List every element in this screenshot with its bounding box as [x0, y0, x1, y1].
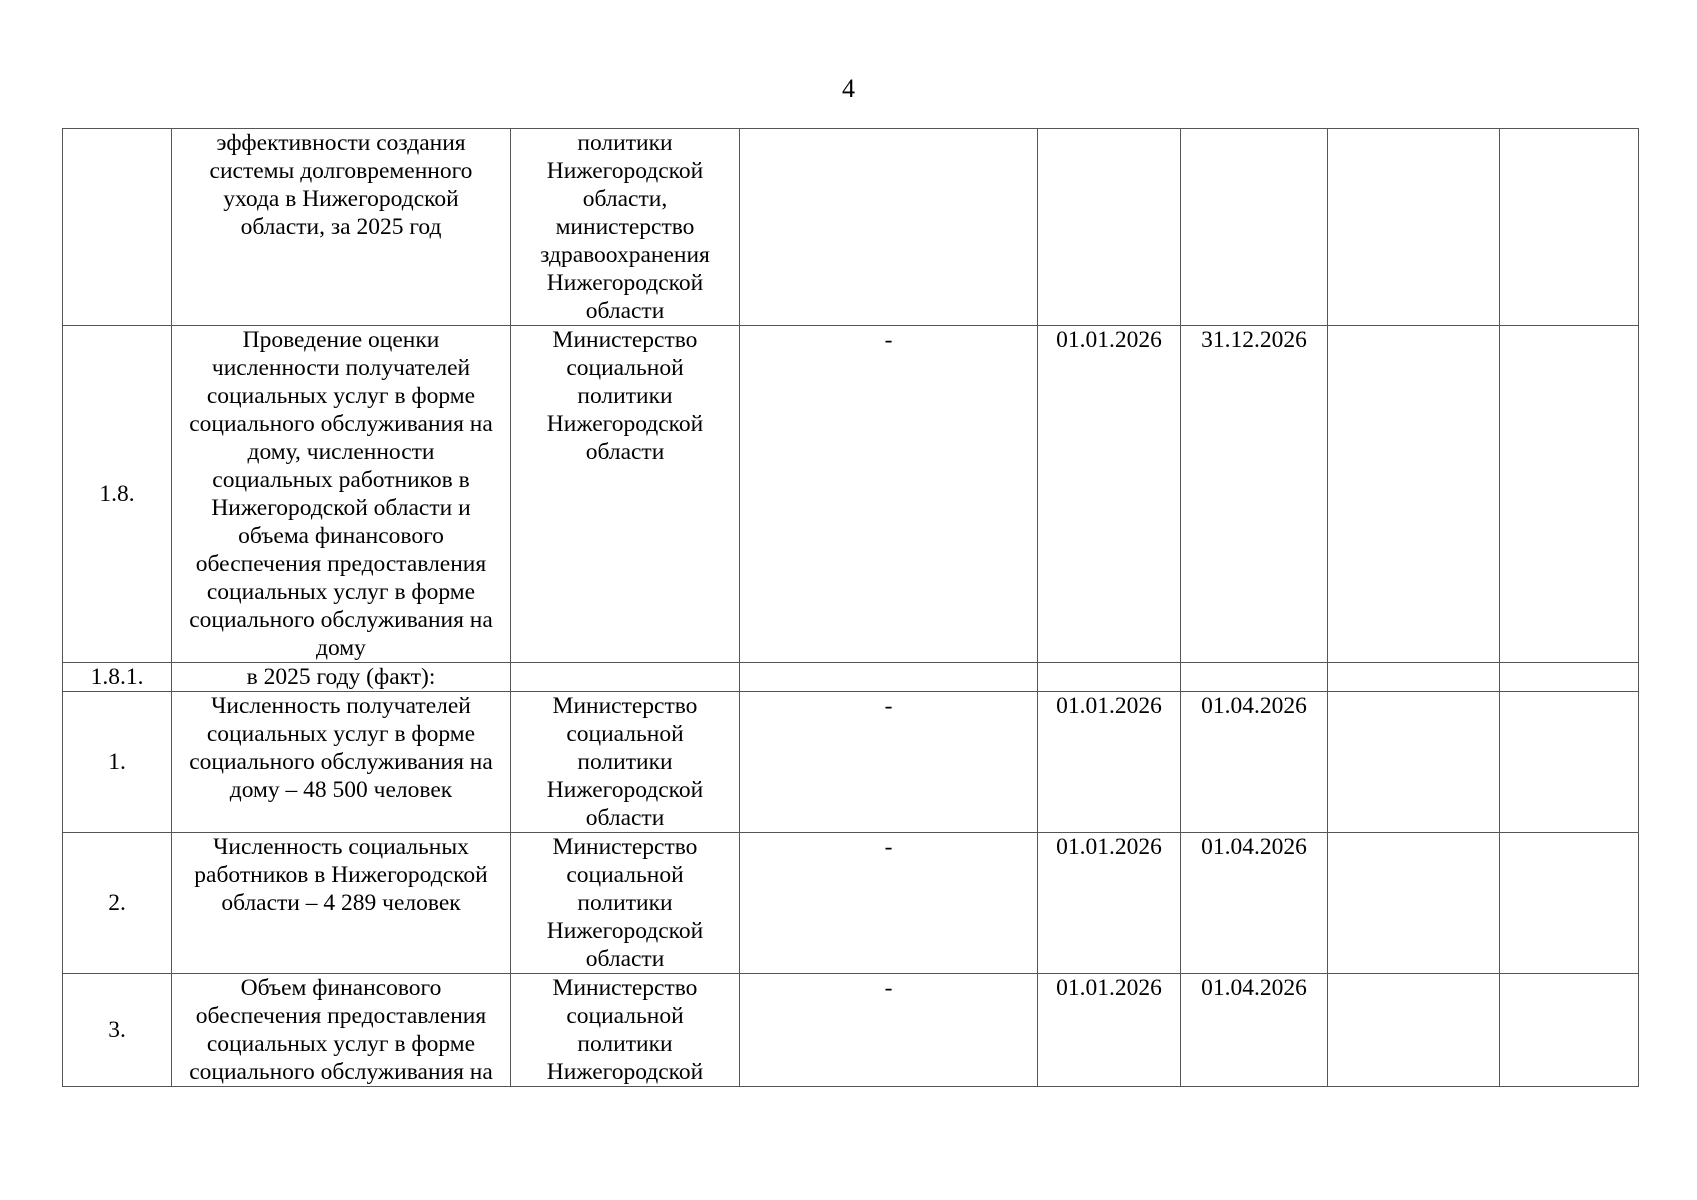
dash-cell: - [740, 974, 1038, 1087]
end-date-cell: 01.04.2026 [1181, 833, 1328, 974]
table-row [63, 974, 1639, 1087]
responsible-cell: Министерство социальной политики Нижегородской области [511, 326, 740, 663]
responsible-cell: Министерство социальной политики Нижегородской области [511, 833, 740, 974]
empty-cell [1500, 129, 1639, 326]
description-cell: Объем финансового обеспечения предоставления социальных услуг в форме социального обслуживания на [172, 974, 511, 1087]
empty-cell [1500, 326, 1639, 663]
end-date-cell: 01.04.2026 [1181, 974, 1328, 1087]
empty-cell [1328, 833, 1500, 974]
table-row [63, 663, 1639, 692]
page-number: 4 [842, 74, 855, 103]
dash-cell: - [740, 326, 1038, 663]
row-number-cell: 1.8. [63, 326, 172, 663]
start-date-cell [1038, 663, 1181, 692]
empty-cell [1328, 663, 1500, 692]
row-number-cell: 1.8.1. [63, 663, 172, 692]
description-cell: в 2025 году (факт): [172, 663, 511, 692]
responsible-cell: политики Нижегородской области, министерство здравоохранения Нижегородской области [511, 129, 740, 326]
empty-cell [1328, 129, 1500, 326]
start-date-cell: 01.01.2026 [1038, 974, 1181, 1087]
description-cell: Численность получателей социальных услуг в форме социального обслуживания на дому – 48 500 человек [172, 692, 511, 833]
description-cell: Численность социальных работников в Нижегородской области – 4 289 человек [172, 833, 511, 974]
end-date-cell [1181, 663, 1328, 692]
description-cell: эффективности создания системы долговременного ухода в Нижегородской области, за 2025 год [172, 129, 511, 326]
start-date-cell: 01.01.2026 [1038, 833, 1181, 974]
dash-cell [740, 129, 1038, 326]
table-row [63, 326, 1639, 663]
end-date-cell: 01.04.2026 [1181, 692, 1328, 833]
empty-cell [1500, 692, 1639, 833]
dash-cell: - [740, 692, 1038, 833]
table-row [63, 129, 1639, 326]
empty-cell [1500, 663, 1639, 692]
empty-cell [1500, 833, 1639, 974]
responsible-cell: Министерство социальной политики Нижегородской [511, 974, 740, 1087]
row-number-cell: 1. [63, 692, 172, 833]
plan-table [62, 128, 1639, 1087]
end-date-cell [1181, 129, 1328, 326]
start-date-cell [1038, 129, 1181, 326]
dash-cell [740, 663, 1038, 692]
empty-cell [1328, 326, 1500, 663]
empty-cell [1328, 974, 1500, 1087]
description-cell: Проведение оценки численности получателей социальных услуг в форме социального обслуживания на дому, численности социальных работников в Нижегородской области и объема финансового обеспечения предоставления социальных услуг в форме социального обслуживания на дому [172, 326, 511, 663]
start-date-cell: 01.01.2026 [1038, 326, 1181, 663]
dash-cell: - [740, 833, 1038, 974]
responsible-cell: Министерство социальной политики Нижегородской области [511, 692, 740, 833]
start-date-cell: 01.01.2026 [1038, 692, 1181, 833]
responsible-cell [511, 663, 740, 692]
row-number-cell [63, 129, 172, 326]
table-row [63, 833, 1639, 974]
table-row [63, 692, 1639, 833]
empty-cell [1500, 974, 1639, 1087]
empty-cell [1328, 692, 1500, 833]
end-date-cell: 31.12.2026 [1181, 326, 1328, 663]
row-number-cell: 2. [63, 833, 172, 974]
row-number-cell: 3. [63, 974, 172, 1087]
